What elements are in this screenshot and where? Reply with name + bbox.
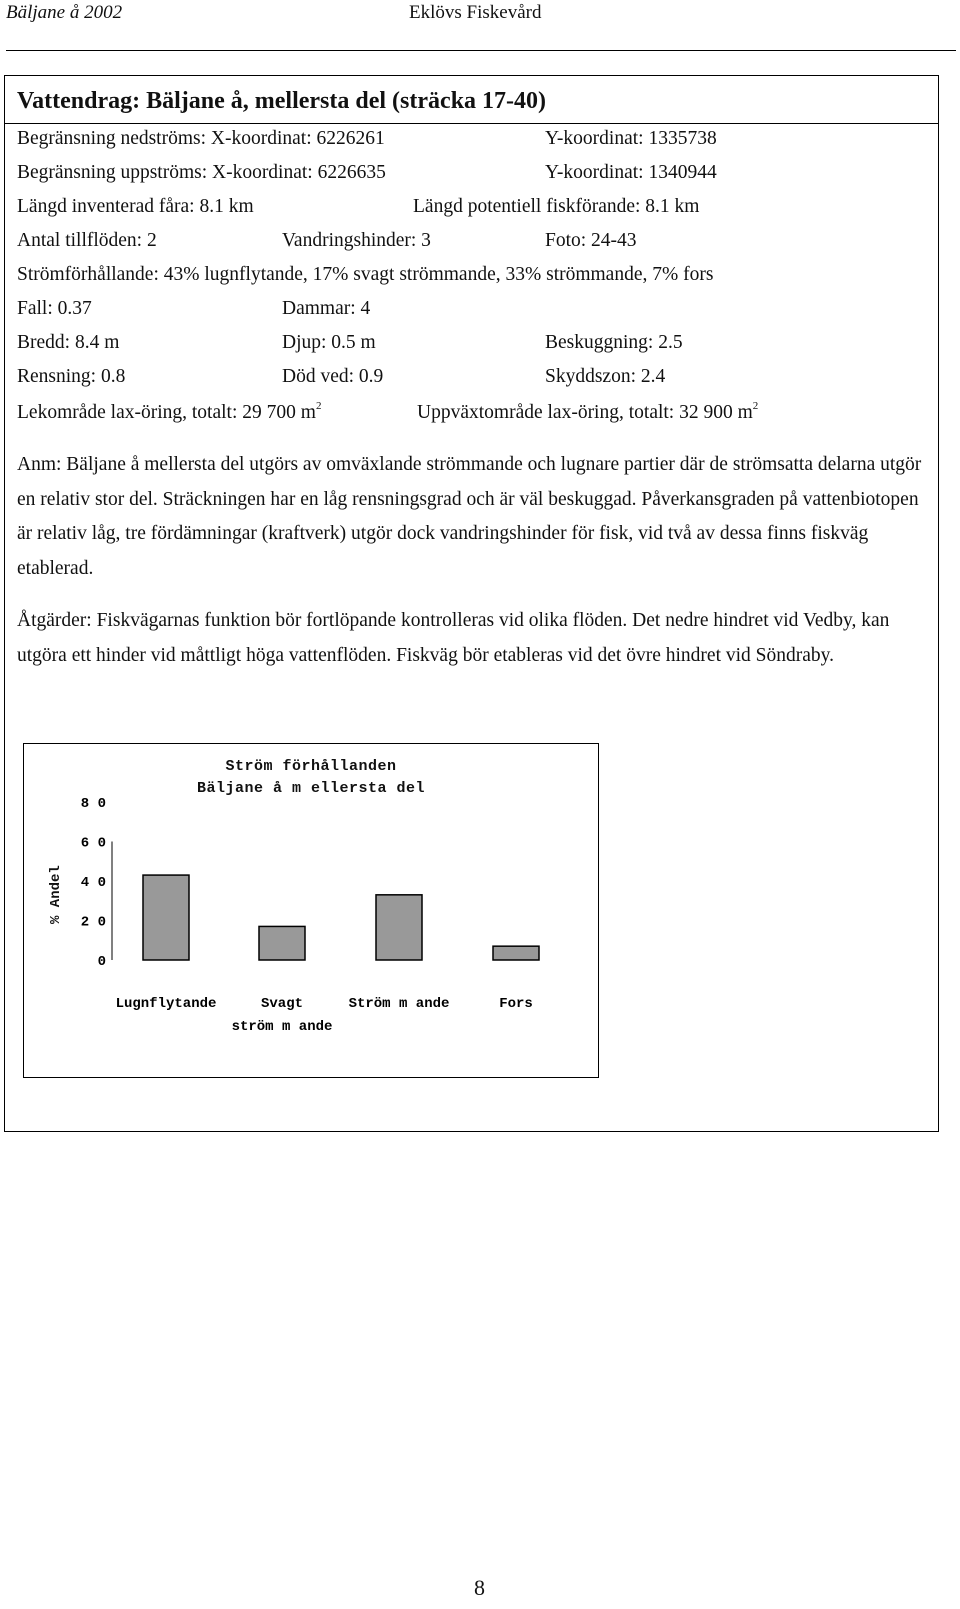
- chart-box: [23, 743, 599, 1078]
- header-left: Bäljane å 2002: [6, 2, 123, 23]
- header-center: Eklövs Fiskevård: [409, 2, 542, 23]
- x-category-label: Lugnflytande: [115, 996, 217, 1012]
- djup: Djup: 0.5 m: [282, 332, 376, 353]
- begr-nedstroms: Begränsning nedströms: X-koordinat: 6226261: [17, 128, 385, 149]
- lekomrade: [17, 400, 321, 424]
- uppvaxtomrade-text: Uppväxtområde lax-öring, totalt: 32 900 m: [417, 402, 753, 423]
- tillfloden: Antal tillflöden: 2: [17, 230, 157, 251]
- bar-2: [259, 926, 305, 960]
- stromforhallande: Strömförhållande: 43% lugnflytande, 17% svagt strömmande, 33% strömmande, 7% fors: [17, 264, 714, 285]
- x-category-label: Svagt: [260, 996, 304, 1012]
- chart-plot: [24, 744, 598, 1077]
- title-row: [5, 76, 938, 124]
- y-tick-label: 8 0: [80, 796, 106, 812]
- x-category-label: Ström m ande: [348, 996, 450, 1012]
- rensning: Rensning: 0.8: [17, 366, 126, 387]
- bar-3: [376, 895, 422, 960]
- begr-nedstroms-y: Y-koordinat: 1335738: [545, 128, 717, 149]
- skyddszon: Skyddszon: 2.4: [545, 366, 666, 387]
- uppvaxtomrade: [417, 400, 758, 424]
- bar-4: [493, 946, 539, 960]
- anm-paragraph: Anm: Bäljane å mellersta del utgörs av omväxlande strömmande och lugnare partier där de strömsatta delarna utgör en relativ stor del. Sträckningen har en låg rensningsgrad och är väl beskuggad. Påverkansgraden på vattenbiotopen är relativ låg, tre fördämningar (kraftverk) utgör dock vandringshinder för fisk, vid två av dessa finns fiskväg etablerad.: [17, 454, 922, 579]
- page-title: Vattendrag: Bäljane å, mellersta del (sträcka 17-40): [17, 88, 547, 114]
- begr-uppstroms-y: Y-koordinat: 1340944: [545, 162, 717, 183]
- begr-uppstroms: Begränsning uppströms: X-koordinat: 6226635: [17, 162, 386, 183]
- y-tick-label: 2 0: [80, 914, 106, 931]
- vandringshinder: Vandringshinder: 3: [282, 230, 431, 251]
- y-tick-label: 4 0: [80, 875, 106, 891]
- langd-inventerad: Längd inventerad fåra: 8.1 km: [17, 196, 254, 217]
- x-category-label: ström m ande: [231, 1019, 333, 1035]
- info-box: [4, 75, 939, 1132]
- chart-subtitle: Bäljane å m ellersta del: [196, 780, 426, 797]
- atgarder-paragraph: Åtgärder: Fiskvägarnas funktion bör fortlöpande kontrolleras vid olika flöden. Det nedre hindret vid Vedby, kan utgöra ett hinder vid måttligt höga vattenflöden. Fiskväg bör etableras vid det övre hindret vid Söndraby.: [17, 610, 890, 666]
- y-tick-label: 0: [97, 954, 106, 970]
- y-axis-label: % Andel: [48, 865, 64, 924]
- langd-potentiell: Längd potentiell fiskförande: 8.1 km: [413, 196, 700, 217]
- bredd: Bredd: 8.4 m: [17, 332, 120, 353]
- bar-1: [143, 875, 189, 960]
- chart-title: Ström förhållanden: [225, 758, 397, 775]
- y-tick-label: 6 0: [80, 835, 106, 852]
- page-number: 8: [474, 1575, 485, 1600]
- beskuggning: Beskuggning: 2.5: [545, 332, 683, 353]
- lekomrade-sup: 2: [315, 400, 322, 412]
- uppvaxtomrade-sup: 2: [752, 400, 759, 412]
- lekomrade-text: Lekområde lax-öring, totalt: 29 700 m: [17, 402, 316, 423]
- header-rule: [6, 50, 956, 51]
- dammar: Dammar: 4: [282, 298, 371, 319]
- foto: Foto: 24-43: [545, 230, 637, 251]
- dod-ved: Död ved: 0.9: [282, 366, 384, 387]
- x-category-label: Fors: [499, 996, 533, 1012]
- page-header: [0, 0, 960, 40]
- fall: Fall: 0.37: [17, 298, 92, 319]
